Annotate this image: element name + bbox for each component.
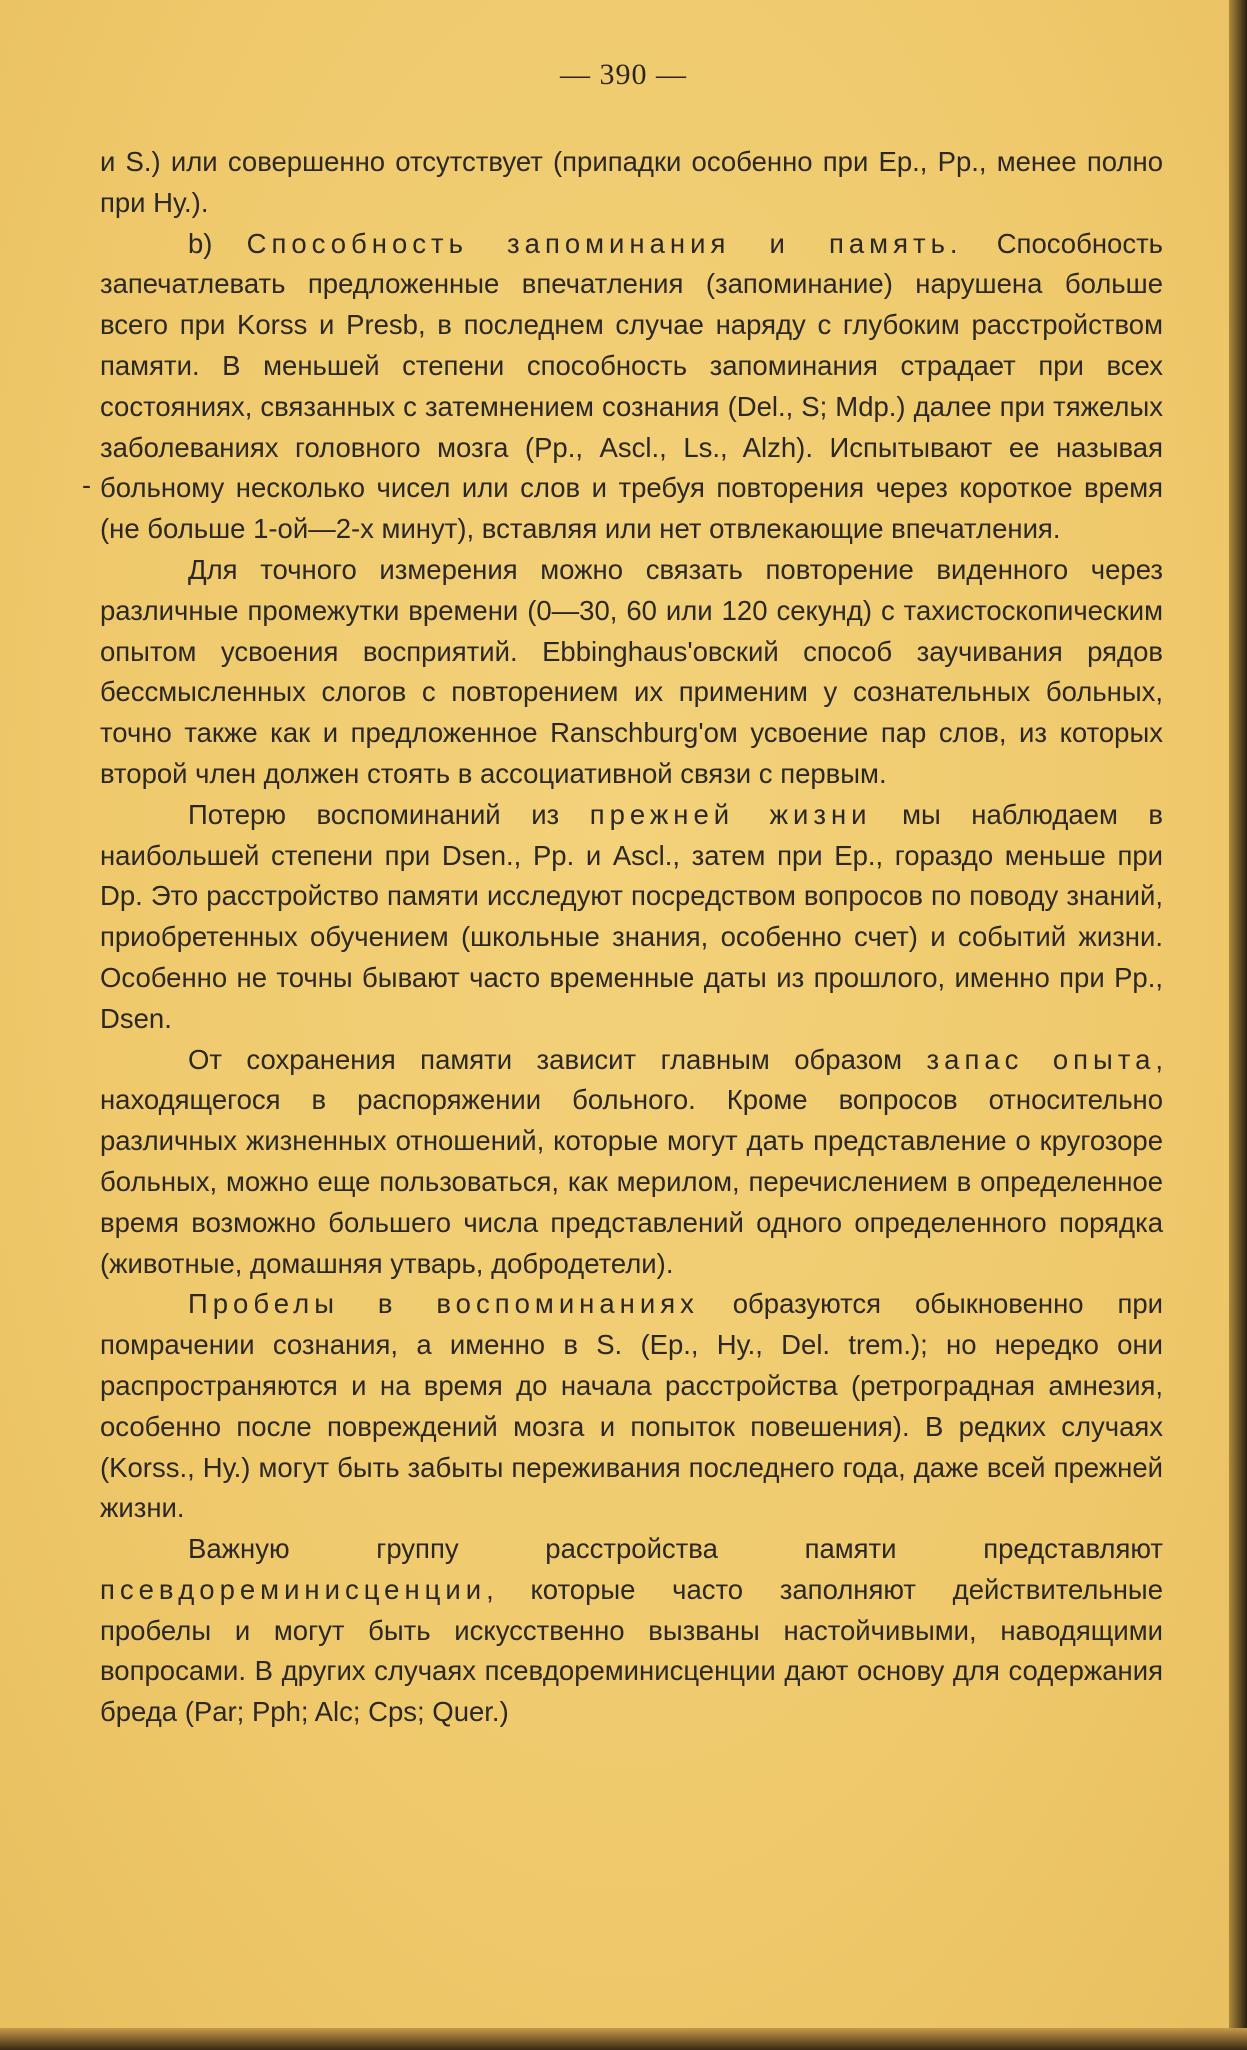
section-marker: b): [188, 227, 247, 259]
paragraph-text: Потерю воспоминаний из: [188, 798, 590, 830]
paragraph-3: [100, 550, 1163, 795]
section-heading: Способность запоминания и память.: [246, 227, 963, 259]
paragraph-text: образуются обыкновенно при помрачении сознания, а именно в S. (Ер., Ну., Del. trem.); но нередко они распространяются и на время до начала расстройства (ретроградная амнезия, особенно после повреждений мозга и попыток повешения). В редких случаях (Korss., Ну.) могут быть забыты переживания последнего года, даже всей прежней жизни.: [100, 1288, 1163, 1524]
paragraph-6: [100, 1284, 1163, 1529]
paragraph-4: [100, 795, 1163, 1040]
paragraph-2: [100, 224, 1163, 550]
paragraph-text: , находящегося в распоряжении больного. Кроме вопросов относительно различных жизненных отношений, которые могут дать представление о кругозоре больных, можно еще пользоваться, как мерилом, перечислением в определенное время возможно большего числа представлений одного определенного порядка (животные, домашняя утварь, добродетели).: [100, 1043, 1164, 1279]
paragraph-text: Способность запечатлевать предложенные впечатления (запоминание) нарушена больше всего при Korss и Presb, в последнем случае наряду с глубоким расстройством памяти. В меньшей степени способность запоминания страдает при всех состояниях, связанных с затемнением сознания (Del., S; Mdp.) далее при тяжелых заболеваниях головного мозга (Рр., Ascl., Ls., Alzh). Испытывают ее называя больному несколько чисел или слов и требуя повторения через короткое время (не больше 1-ой—2-х минут), вставляя или нет отвлекающие впечатления.: [100, 227, 1163, 545]
paragraph-text: Важную группу расстройства памяти представляют: [188, 1533, 1163, 1565]
paragraph-1: [100, 142, 1163, 224]
scan-bottom-edge: [0, 2028, 1247, 2050]
paragraph-5: [100, 1040, 1163, 1285]
paragraph-7: [100, 1529, 1163, 1733]
emphasized-term: прежней жизни: [589, 798, 872, 830]
paragraph-text: мы наблюдаем в наибольшей степени при Dsen., Рр. и Ascl., затем при Ер., гораздо меньше при Dp. Это расстройство памяти исследуют посредством вопросов по поводу знаний, приобретенных обучением (школьные знания, особенно счет) и событий жизни. Особенно не точны бывают часто временные даты из прошлого, именно при Рр., Dsen.: [100, 798, 1163, 1034]
paragraph-text: и S.) или совершенно отсутствует (припадки особенно при Ер., Рр., менее полно при Ну.).: [100, 146, 1163, 218]
paragraph-text: Для точного измерения можно связать повторение виденного через различные промежутки времени (0—30, 60 или 120 секунд) с тахистоскопическим опытом усвоения восприятий. Ebbinghaus'овский способ заучивания рядов бессмысленных слогов с повторением их применим у сознательных больных, точно также как и предложенное Ranschburg'ом усвоение пар слов, из которых второй член должен стоять в ассоциативной связи с первым.: [100, 553, 1163, 789]
scan-right-edge: [1229, 0, 1247, 2050]
body-text: [100, 142, 1163, 1733]
emphasized-term: запас опыта: [926, 1043, 1156, 1075]
paragraph-text: , которые часто заполняют действительные пробелы и могут быть искусственно вызваны настойчивыми, наводящими вопросами. В других случаях псевдореминисценции дают основу для содержания бреда (Par; Pph; Alc; Cps; Quer.): [100, 1573, 1163, 1728]
page-number: — 390 —: [560, 58, 687, 91]
margin-mark: -: [82, 470, 91, 500]
emphasized-term: Пробелы в воспоминаниях: [188, 1288, 699, 1320]
emphasized-term: псевдореминисценции: [100, 1573, 487, 1605]
paragraph-text: От сохранения памяти зависит главным образом: [188, 1043, 927, 1075]
